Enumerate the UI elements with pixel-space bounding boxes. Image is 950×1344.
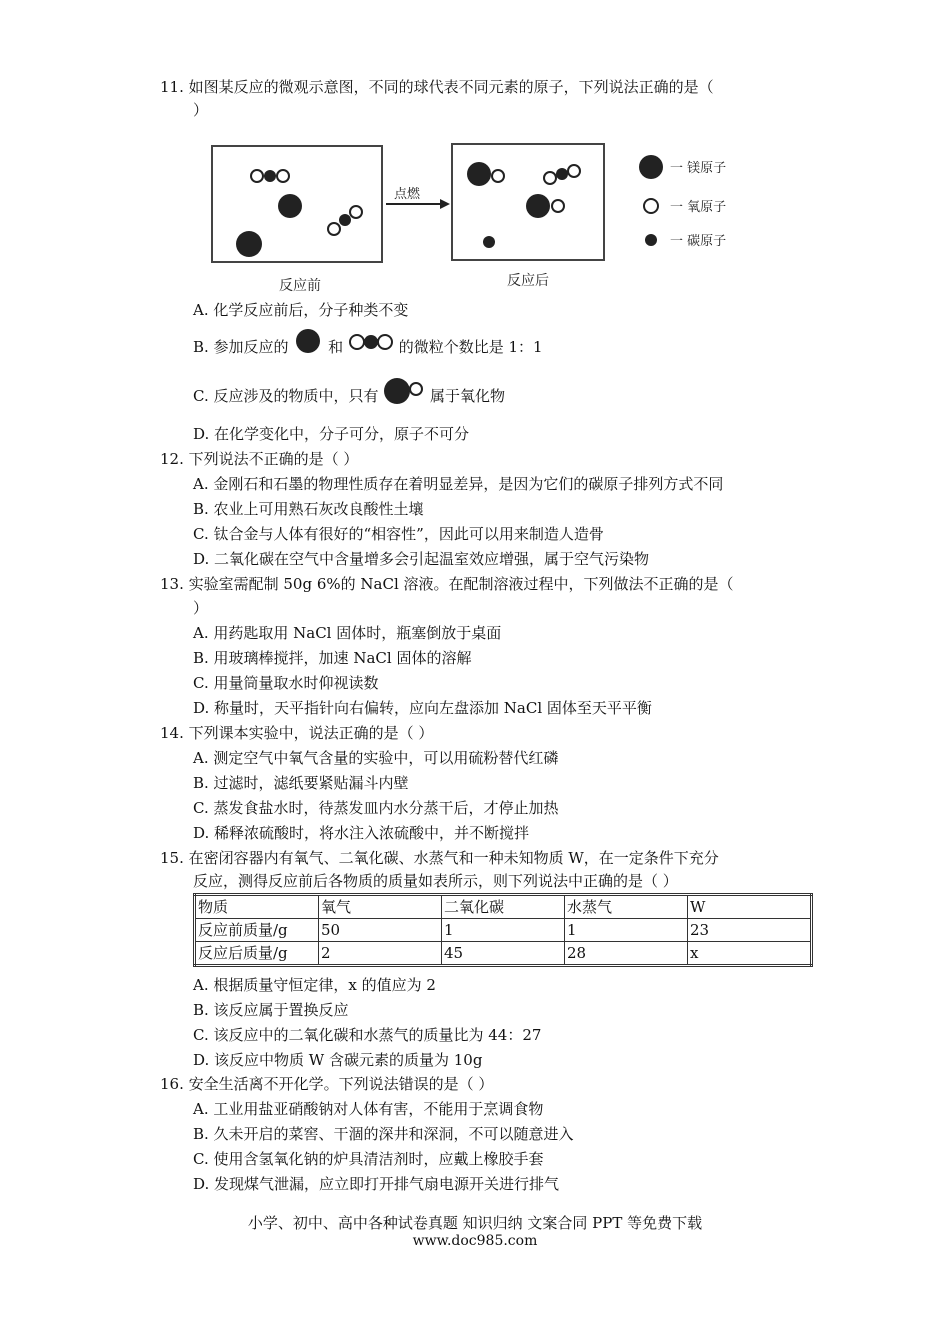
- legend-c-label: 一 碳原子: [670, 234, 727, 249]
- table-row: [195, 942, 812, 966]
- q14-option-c: C. 蒸发食盐水时，待蒸发皿内水分蒸干后，才停止加热: [193, 799, 559, 817]
- table-cell: 50: [319, 919, 442, 942]
- reaction-diagram: [208, 140, 748, 304]
- q13-option-d: D. 称量时，天平指针向右偏转，应向左盘添加 NaCl 固体至天平平衡: [193, 699, 652, 717]
- table-cell: 二氧化碳: [442, 895, 565, 919]
- table-cell: 氧气: [319, 895, 442, 919]
- table-cell: 物质: [195, 895, 319, 919]
- q12-option-d: D. 二氧化碳在空气中含量增多会引起温室效应增强，属于空气污染物: [193, 550, 650, 568]
- table-cell: 反应前质量/g: [195, 919, 319, 942]
- co2-molecule-before: [251, 170, 289, 182]
- q12-stem: 12. 下列说法不正确的是（ ）: [160, 450, 359, 468]
- mg-atom-before-1: [278, 194, 302, 218]
- legend-o-icon: [644, 199, 658, 213]
- q11-option-c-pre: C. 反应涉及的物质中，只有: [193, 387, 379, 405]
- legend-mg-icon: [639, 155, 663, 179]
- co2-molecule-icon: [348, 331, 394, 353]
- q15-stem-line1: 15. 在密闭容器内有氧气、二氧化碳、水蒸气和一种未知物质 W，在一定条件下充分: [160, 849, 719, 867]
- q16-option-a: A. 工业用盐亚硝酸钠对人体有害，不能用于烹调食物: [193, 1100, 544, 1118]
- mass-table: [193, 893, 813, 967]
- q14-option-a: A. 测定空气中氧气含量的实验中，可以用硫粉替代红磷: [193, 749, 559, 767]
- q13-stem-line1: 13. 实验室需配制 50g 6%的 NaCl 溶液。在配制溶液过程中，下列做法不正确的是（: [160, 575, 734, 593]
- q16-option-b: B. 久未开启的菜窖、干涸的深井和深洞，不可以随意进入: [193, 1125, 574, 1143]
- q11-stem-line1: 11. 如图某反应的微观示意图，不同的球代表不同元素的原子，下列说法正确的是（: [160, 78, 714, 96]
- q14-stem: 14. 下列课本实验中，说法正确的是（ ）: [160, 724, 434, 742]
- q13-option-a: A. 用药匙取用 NaCl 固体时，瓶塞倒放于桌面: [193, 624, 502, 642]
- q12-option-b: B. 农业上可用熟石灰改良酸性土壤: [193, 500, 424, 518]
- table-cell: 1: [442, 919, 565, 942]
- mg-atom-before-2: [236, 231, 262, 257]
- q12-option-c: C. 钛合金与人体有很好的“相容性”，因此可以用来制造人造骨: [193, 525, 604, 543]
- footer-text: 小学、初中、高中各种试卷真题 知识归纳 文案合同 PPT 等免费下载: [247, 1214, 703, 1232]
- q11-option-a: A. 化学反应前后，分子种类不变: [193, 301, 409, 319]
- q13-option-b: B. 用玻璃棒搅拌，加速 NaCl 固体的溶解: [193, 649, 472, 667]
- q11-stem-line2: ）: [193, 101, 209, 119]
- q15-option-d: D. 该反应中物质 W 含碳元素的质量为 10g: [193, 1051, 483, 1069]
- table-row: [195, 919, 812, 942]
- q15-option-c: C. 该反应中的二氧化碳和水蒸气的质量比为 44：27: [193, 1026, 542, 1044]
- footer-url[interactable]: www.doc985.com: [412, 1233, 538, 1249]
- mg-atom-icon: [293, 326, 323, 356]
- q14-option-b: B. 过滤时，滤纸要紧贴漏斗内壁: [193, 774, 409, 792]
- table-cell: 45: [442, 942, 565, 966]
- legend-o-label: 一 氧原子: [670, 200, 727, 215]
- q11-option-c: [193, 385, 505, 407]
- table-cell: 1: [565, 919, 688, 942]
- table-cell: 23: [688, 919, 812, 942]
- table-cell: 水蒸气: [565, 895, 688, 919]
- table-cell: x: [688, 942, 812, 966]
- table-cell: 反应后质量/g: [195, 942, 319, 966]
- c-atom-after: [483, 236, 495, 248]
- q15-stem-line2: 反应，测得反应前后各物质的质量如表所示，则下列说法中正确的是（ ）: [193, 872, 678, 890]
- q11-option-c-post: 属于氧化物: [430, 387, 506, 405]
- q11-option-b-mid: 和: [328, 338, 344, 356]
- table-cell: W: [688, 895, 812, 919]
- q12-option-a: A. 金刚石和石墨的物理性质存在着明显差异，是因为它们的碳原子排列方式不同: [193, 475, 724, 493]
- q11-option-b-pre: B. 参加反应的: [193, 338, 289, 356]
- q13-stem-line2: ）: [193, 599, 209, 617]
- q11-option-d: D. 在化学变化中，分子可分，原子不可分: [193, 425, 470, 443]
- mgo-molecule-icon: [383, 376, 425, 406]
- arrow-label: 点燃: [394, 187, 421, 202]
- q16-option-d: D. 发现煤气泄漏，应立即打开排气扇电源开关进行排气: [193, 1175, 560, 1193]
- q15-option-a: A. 根据质量守恒定律，x 的值应为 2: [193, 976, 436, 994]
- table-row: [195, 895, 812, 919]
- before-label: 反应前: [279, 278, 321, 294]
- legend-c-icon: [645, 234, 657, 246]
- q13-option-c: C. 用量筒量取水时仰视读数: [193, 674, 379, 692]
- table-cell: 28: [565, 942, 688, 966]
- q15-option-b: B. 该反应属于置换反应: [193, 1001, 349, 1019]
- table-cell: 2: [319, 942, 442, 966]
- q11-option-b-post: 的微粒个数比是 1：1: [398, 338, 543, 356]
- q16-option-c: C. 使用含氢氧化钠的炉具清洁剂时，应戴上橡胶手套: [193, 1150, 544, 1168]
- legend-mg-label: 一 镁原子: [670, 161, 727, 176]
- after-label: 反应后: [507, 273, 549, 289]
- q11-option-b: [193, 336, 543, 358]
- q16-stem: 16. 安全生活离不开化学。下列说法错误的是（ ）: [160, 1075, 494, 1093]
- q14-option-d: D. 稀释浓硫酸时，将水注入浓硫酸中，并不断搅拌: [193, 824, 530, 842]
